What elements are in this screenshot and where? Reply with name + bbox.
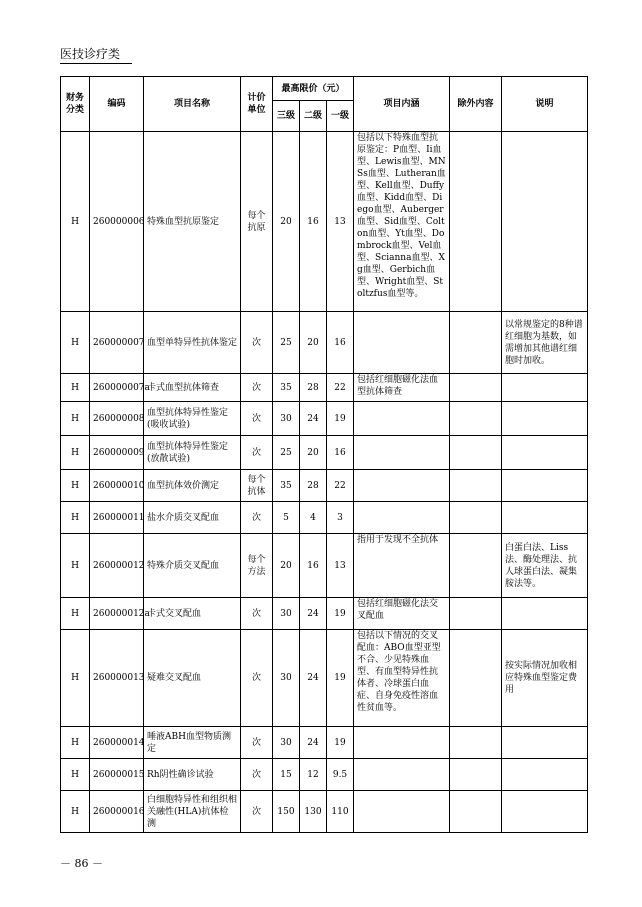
note-cell (502, 727, 588, 759)
header-max-price: 最高限价（元） (273, 77, 354, 101)
price-level1-cell: 19 (327, 630, 354, 727)
excluded-cell (450, 759, 502, 791)
unit-cell: 次 (241, 598, 273, 630)
note-cell: 按实际情况加收相应特殊血型鉴定费用 (502, 630, 588, 727)
name-cell: 唾液ABH血型物质测定 (144, 727, 241, 759)
note-cell (502, 402, 588, 436)
price-level2-cell: 4 (300, 502, 327, 534)
content-cell: 包括红细胞磁化法血型抗体筛查 (354, 374, 450, 402)
category-cell: H (61, 598, 90, 630)
code-cell: 260000007a (90, 374, 144, 402)
content-cell (354, 436, 450, 470)
name-cell: 血型抗体特异性鉴定(放散试验) (144, 436, 241, 470)
header-level1: 一级 (327, 101, 354, 132)
price-level1-cell: 13 (327, 534, 354, 598)
table-row (61, 374, 588, 402)
code-cell: 260000015 (90, 759, 144, 791)
category-cell: H (61, 470, 90, 502)
note-cell (502, 759, 588, 791)
category-cell: H (61, 312, 90, 374)
content-cell (354, 502, 450, 534)
content-cell (354, 470, 450, 502)
code-cell: 260000007 (90, 312, 144, 374)
content-cell (354, 402, 450, 436)
price-level3-cell: 30 (273, 598, 300, 630)
code-cell: 260000010 (90, 470, 144, 502)
name-cell: Rh阴性确诊试验 (144, 759, 241, 791)
table-row (61, 534, 588, 598)
name-cell: 疑难交叉配血 (144, 630, 241, 727)
table-row (61, 132, 588, 312)
table-row (61, 727, 588, 759)
note-cell (502, 598, 588, 630)
content-cell (354, 759, 450, 791)
category-cell: H (61, 630, 90, 727)
price-level2-cell: 28 (300, 374, 327, 402)
header-name: 项目名称 (144, 77, 241, 132)
price-level1-cell: 19 (327, 402, 354, 436)
price-level1-cell: 3 (327, 502, 354, 534)
excluded-cell (450, 630, 502, 727)
price-level1-cell: 22 (327, 374, 354, 402)
price-level2-cell: 16 (300, 534, 327, 598)
price-level3-cell: 150 (273, 791, 300, 833)
note-cell (502, 470, 588, 502)
excluded-cell (450, 727, 502, 759)
note-cell (502, 132, 588, 312)
note-cell: 白蛋白法、Liss法、酶处理法、抗人球蛋白法、凝集胺法等。 (502, 534, 588, 598)
category-cell: H (61, 502, 90, 534)
code-cell: 260000014 (90, 727, 144, 759)
category-cell: H (61, 132, 90, 312)
excluded-cell (450, 470, 502, 502)
price-level1-cell: 110 (327, 791, 354, 833)
unit-cell: 每个方法 (241, 534, 273, 598)
header-excluded: 除外内容 (450, 77, 502, 132)
unit-cell: 次 (241, 312, 273, 374)
table-row (61, 791, 588, 833)
code-cell: 260000011 (90, 502, 144, 534)
excluded-cell (450, 598, 502, 630)
price-level2-cell: 24 (300, 402, 327, 436)
code-cell: 260000008 (90, 402, 144, 436)
price-level3-cell: 30 (273, 727, 300, 759)
table-row (61, 312, 588, 374)
price-level2-cell: 20 (300, 436, 327, 470)
note-cell (502, 791, 588, 833)
price-level3-cell: 30 (273, 630, 300, 727)
header-content: 项目内涵 (354, 77, 450, 132)
price-level3-cell: 30 (273, 402, 300, 436)
price-level2-cell: 28 (300, 470, 327, 502)
fee-table (60, 76, 588, 833)
header-level2: 二级 (300, 101, 327, 132)
category-cell: H (61, 791, 90, 833)
section-title-underline (60, 63, 132, 64)
table-row (61, 759, 588, 791)
category-cell: H (61, 402, 90, 436)
table-row (61, 598, 588, 630)
category-cell: H (61, 436, 90, 470)
price-level3-cell: 35 (273, 374, 300, 402)
excluded-cell (450, 312, 502, 374)
page-number: － 86 － (60, 857, 103, 870)
table-row (61, 502, 588, 534)
category-cell: H (61, 759, 90, 791)
excluded-cell (450, 436, 502, 470)
code-cell: 260000009 (90, 436, 144, 470)
price-level3-cell: 20 (273, 132, 300, 312)
note-cell (502, 374, 588, 402)
code-cell: 260000012 (90, 534, 144, 598)
name-cell: 卡式交叉配血 (144, 598, 241, 630)
price-level1-cell: 16 (327, 312, 354, 374)
category-cell: H (61, 374, 90, 402)
unit-cell: 次 (241, 374, 273, 402)
content-cell: 指用于发现不全抗体 (354, 534, 450, 598)
price-level3-cell: 5 (273, 502, 300, 534)
name-cell: 血型抗体效价测定 (144, 470, 241, 502)
content-cell: 包括以下特殊血型抗原鉴定：P血型、Ii血型、Lewis血型、MNSs血型、Lutheran血型、Kell血型、Duffy血型、Kidd血型、Diego血型、Auberger血型、Sid血型、Colton血型、Yt血型、Dombrock血型、Vel血型、Scianna血型、Xg血型、Gerbich血型、Wright血型、Stoltzfus血型等。 (354, 132, 450, 312)
note-cell: 以常规鉴定的8种谱红细胞为基数，如需增加其他谱红细胞时加收。 (502, 312, 588, 374)
price-level3-cell: 20 (273, 534, 300, 598)
name-cell: 白细胞特异性和组织相关融性(HLA)抗体检测 (144, 791, 241, 833)
unit-cell: 次 (241, 402, 273, 436)
price-level2-cell: 20 (300, 312, 327, 374)
price-level3-cell: 25 (273, 436, 300, 470)
name-cell: 血型抗体特异性鉴定(吸收试验) (144, 402, 241, 436)
unit-cell: 次 (241, 727, 273, 759)
content-cell: 包括以下情况的交叉配血：ABO血型亚型不合、少见特殊血型、有血型特异性抗体者、冷球蛋白血症、自身免疫性溶血性贫血等。 (354, 630, 450, 727)
price-level2-cell: 12 (300, 759, 327, 791)
category-cell: H (61, 727, 90, 759)
code-cell: 260000006 (90, 132, 144, 312)
price-level2-cell: 24 (300, 598, 327, 630)
price-level1-cell: 19 (327, 598, 354, 630)
header-note: 说明 (502, 77, 588, 132)
price-level1-cell: 22 (327, 470, 354, 502)
unit-cell: 次 (241, 630, 273, 727)
excluded-cell (450, 534, 502, 598)
table-row (61, 402, 588, 436)
content-cell (354, 727, 450, 759)
price-level2-cell: 24 (300, 630, 327, 727)
section-title: 医技诊疗类 (60, 47, 121, 61)
code-cell: 260000012a (90, 598, 144, 630)
category-cell: H (61, 534, 90, 598)
code-cell: 260000016 (90, 791, 144, 833)
unit-cell: 次 (241, 436, 273, 470)
excluded-cell (450, 791, 502, 833)
excluded-cell (450, 132, 502, 312)
name-cell: 血型单特异性抗体鉴定 (144, 312, 241, 374)
unit-cell: 次 (241, 502, 273, 534)
price-level2-cell: 130 (300, 791, 327, 833)
unit-cell: 次 (241, 791, 273, 833)
unit-cell: 每个抗体 (241, 470, 273, 502)
code-cell: 260000013 (90, 630, 144, 727)
name-cell: 特殊介质交叉配血 (144, 534, 241, 598)
price-level1-cell: 13 (327, 132, 354, 312)
note-cell (502, 502, 588, 534)
table-row (61, 470, 588, 502)
unit-cell: 每个抗原 (241, 132, 273, 312)
table-row (61, 630, 588, 727)
excluded-cell (450, 502, 502, 534)
price-level2-cell: 24 (300, 727, 327, 759)
table-row (61, 436, 588, 470)
price-level3-cell: 15 (273, 759, 300, 791)
price-level2-cell: 16 (300, 132, 327, 312)
price-level3-cell: 35 (273, 470, 300, 502)
header-code: 编码 (90, 77, 144, 132)
name-cell: 盐水介质交叉配血 (144, 502, 241, 534)
price-level1-cell: 19 (327, 727, 354, 759)
name-cell: 特殊血型抗原鉴定 (144, 132, 241, 312)
price-level1-cell: 9.5 (327, 759, 354, 791)
content-cell: 包括红细胞磁化法交叉配血 (354, 598, 450, 630)
name-cell: 卡式血型抗体筛查 (144, 374, 241, 402)
excluded-cell (450, 374, 502, 402)
header-unit: 计价单位 (241, 77, 273, 132)
price-level1-cell: 16 (327, 436, 354, 470)
note-cell (502, 436, 588, 470)
content-cell (354, 312, 450, 374)
header-category: 财务分类 (61, 77, 90, 132)
excluded-cell (450, 402, 502, 436)
content-cell (354, 791, 450, 833)
unit-cell: 次 (241, 759, 273, 791)
header-level3: 三级 (273, 101, 300, 132)
price-level3-cell: 25 (273, 312, 300, 374)
